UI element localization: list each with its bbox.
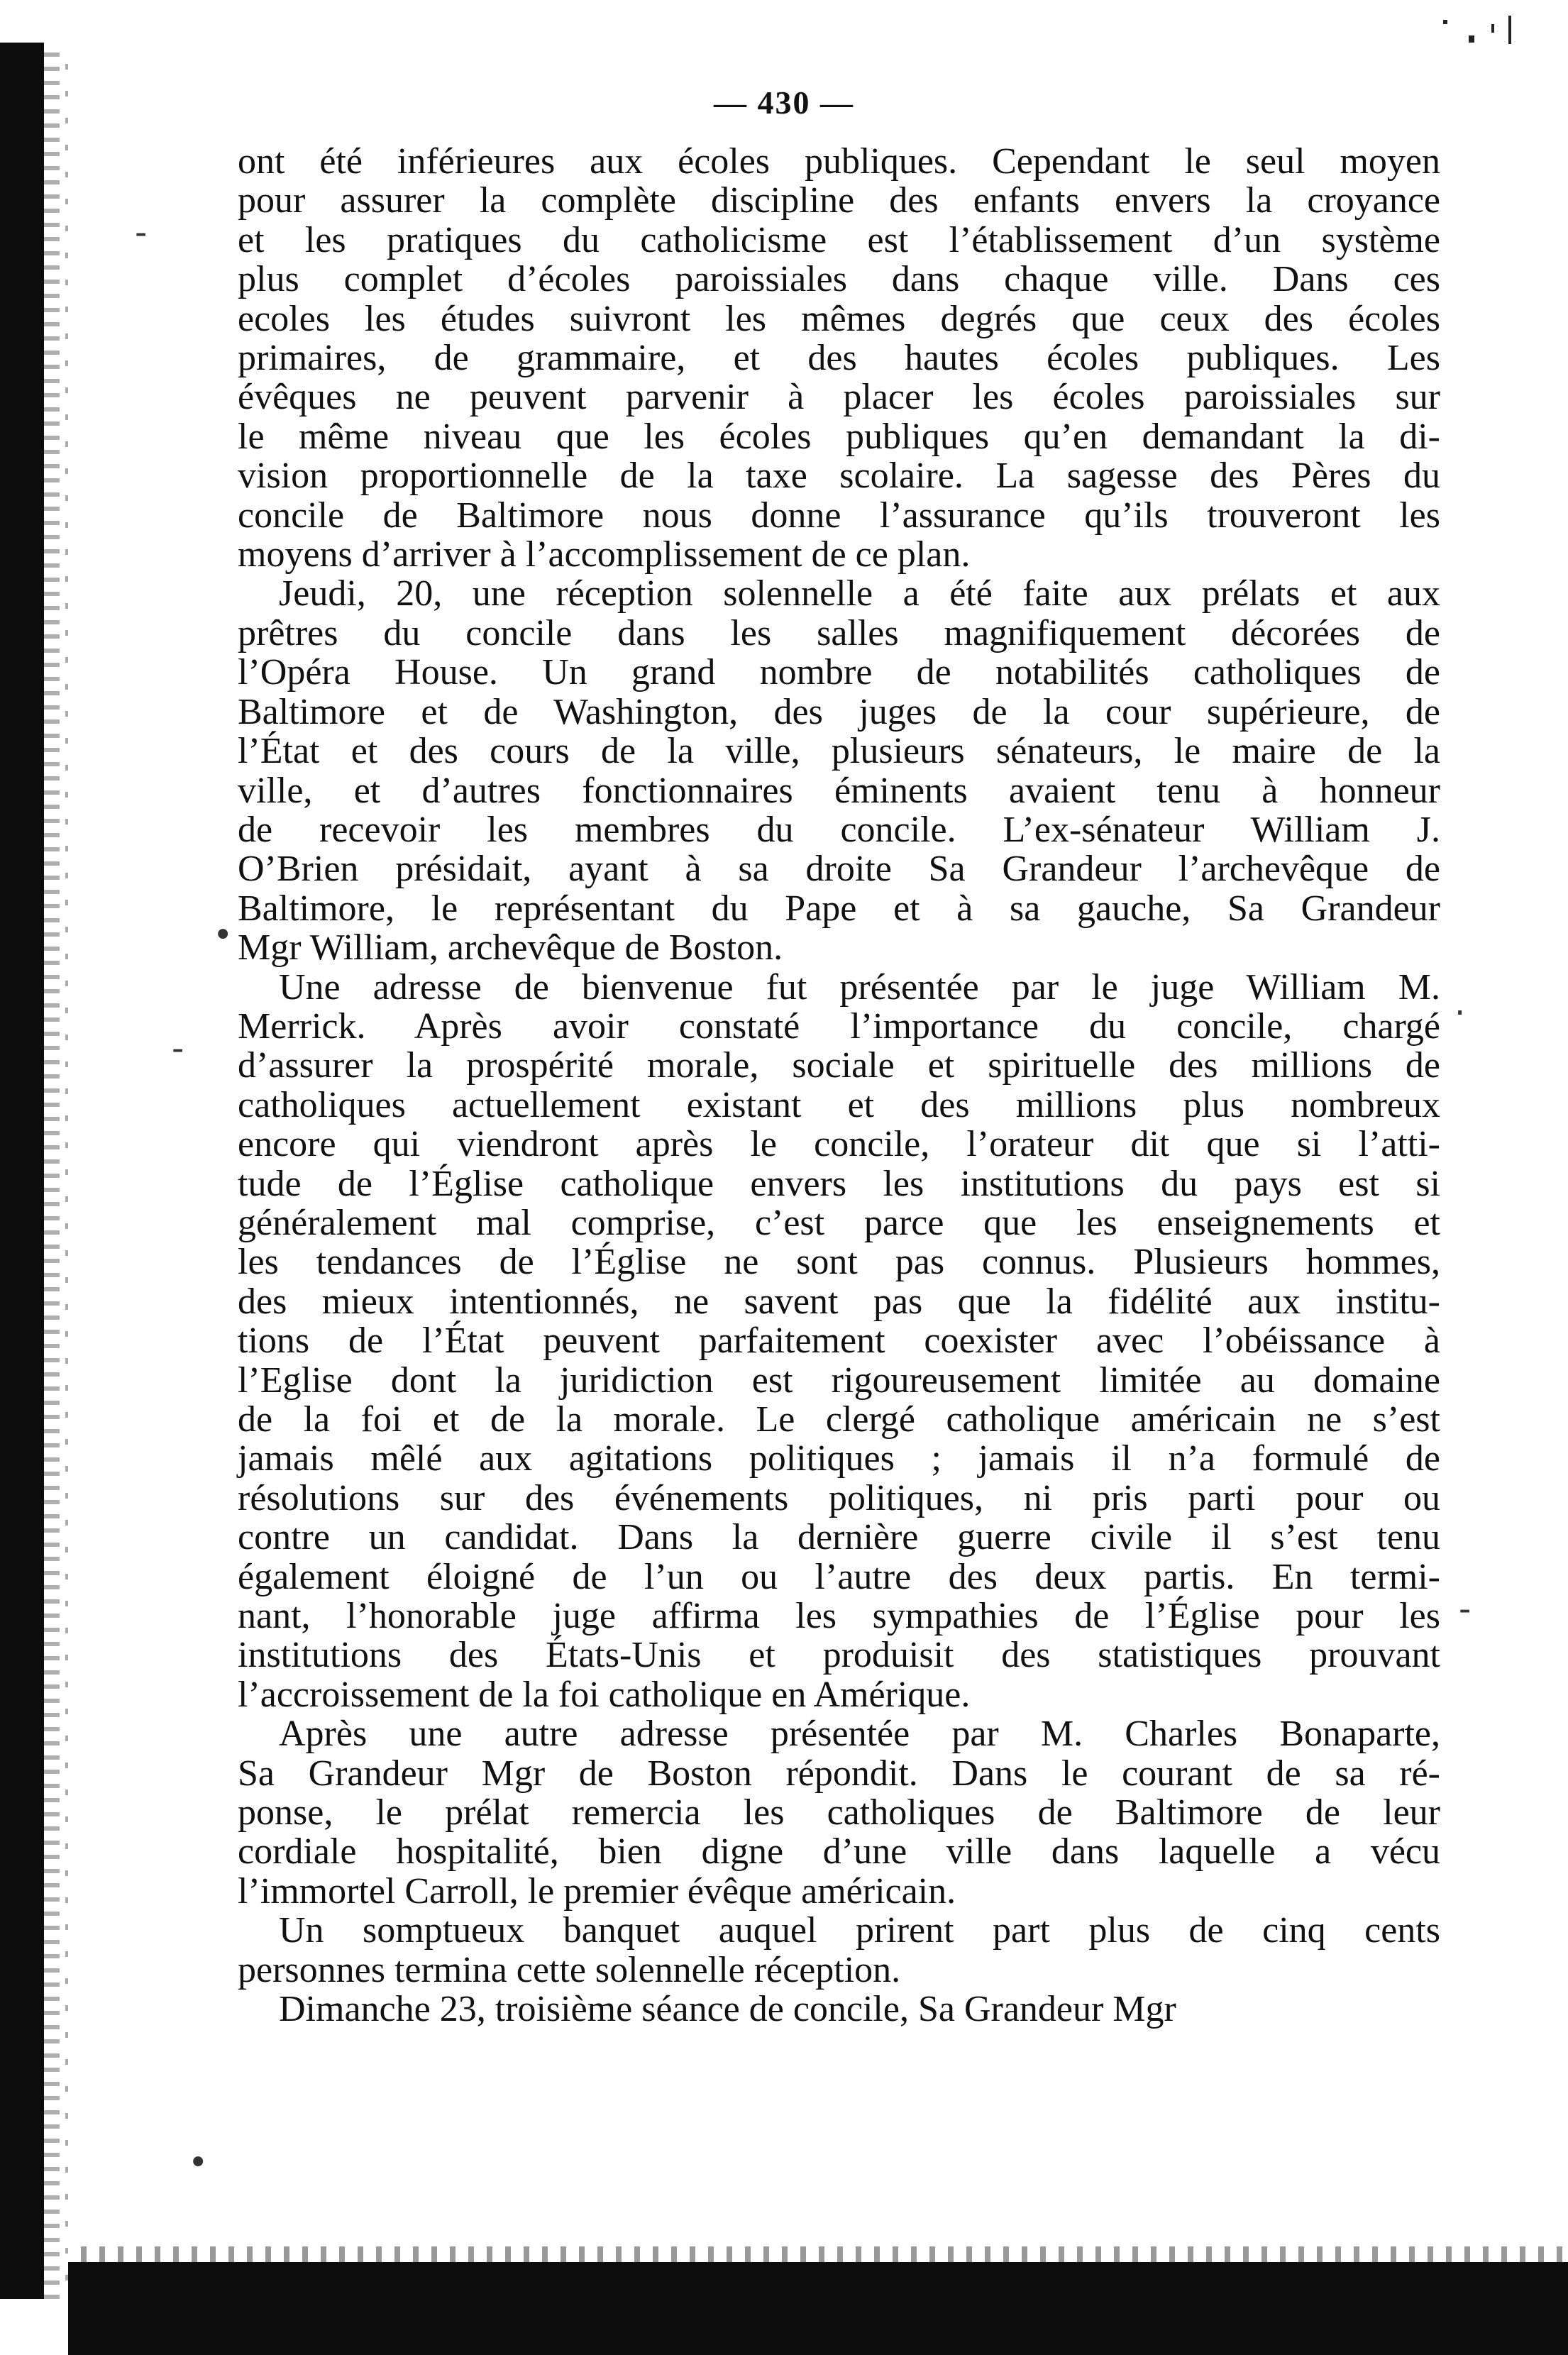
margin-mark: · bbox=[1454, 993, 1466, 1033]
text-line: les tendances de l’Église ne sont pas connus. Plusieurs hommes, bbox=[238, 1242, 1440, 1283]
text-line: Baltimore et de Washington, des juges de la cour supérieure, de bbox=[238, 691, 1440, 732]
text-line: jamais mêlé aux agitations politiques ; jamais il n’a formulé de bbox=[238, 1438, 1440, 1479]
text-line: le même niveau que les écoles publiques qu’en demandant la di- bbox=[238, 416, 1440, 457]
paragraph bbox=[238, 968, 1440, 1715]
text-line: l’immortel Carroll, le premier évêque américain. bbox=[238, 1870, 956, 1912]
corner-specks bbox=[1440, 14, 1525, 64]
text-line: ville, et d’autres fonctionnaires éminents avaient tenu à honneur bbox=[238, 770, 1440, 811]
binding-gutter-line bbox=[65, 43, 68, 2299]
bottom-scan-band bbox=[68, 2262, 1568, 2355]
text-line: résolutions sur des événements politiques, ni pris parti pour ou bbox=[238, 1477, 1440, 1518]
text-line: tude de l’Église catholique envers les institutions du pays est si bbox=[238, 1163, 1440, 1204]
text-line: primaires, de grammaire, et des hautes écoles publiques. Les bbox=[238, 338, 1440, 379]
text-line: Mgr William, archevêque de Boston. bbox=[238, 927, 783, 969]
text-line: également éloigné de l’un ou l’autre des deux partis. En termi- bbox=[238, 1556, 1440, 1597]
text-line: de la foi et de la morale. Le clergé catholique américain ne s’est bbox=[238, 1399, 1440, 1440]
text-line: concile de Baltimore nous donne l’assurance qu’ils trouveront les bbox=[238, 495, 1440, 536]
text-line: Jeudi, 20, une réception solennelle a été faite aux prélats et aux bbox=[279, 573, 1440, 614]
text-line: Un somptueux banquet auquel prirent part plus de cinq cents bbox=[279, 1910, 1440, 1951]
text-line: l’Opéra House. Un grand nombre de notabilités catholiques de bbox=[238, 652, 1440, 693]
text-line: plus complet d’écoles paroissiales dans chaque ville. Dans ces bbox=[238, 259, 1440, 300]
text-line: cordiale hospitalité, bien digne d’une ville dans laquelle a vécu bbox=[238, 1831, 1440, 1873]
text-line: prêtres du concile dans les salles magnifiquement décorées de bbox=[238, 612, 1440, 653]
margin-mark: - bbox=[1459, 1589, 1472, 1629]
margin-mark: • bbox=[213, 915, 233, 955]
margin-mark: • bbox=[188, 2143, 209, 2183]
text-line: personnes termina cette solennelle réception. bbox=[238, 1949, 901, 1990]
text-line: catholiques actuellement existant et des millions plus nombreux bbox=[238, 1084, 1440, 1125]
text-line: Dimanche 23, troisième séance de concile, Sa Grandeur Mgr bbox=[279, 1989, 1176, 2030]
paragraph bbox=[238, 1990, 1440, 2029]
text-line: des mieux intentionnés, ne savent pas que la fidélité aux institu- bbox=[238, 1281, 1440, 1322]
text-line: généralement mal comprise, c’est parce que les enseignements et bbox=[238, 1202, 1440, 1243]
text-line: Sa Grandeur Mgr de Boston répondit. Dans le courant de sa ré- bbox=[238, 1753, 1440, 1794]
margin-mark: - bbox=[135, 213, 148, 253]
text-line: l’Eglise dont la juridiction est rigoureusement limitée au domaine bbox=[238, 1359, 1440, 1401]
text-line: l’État et des cours de la ville, plusieurs sénateurs, le maire de la bbox=[238, 731, 1440, 772]
text-line: nant, l’honorable juge affirma les sympathies de l’Église pour les bbox=[238, 1596, 1440, 1637]
text-line: encore qui viendront après le concile, l’orateur dit que si l’atti- bbox=[238, 1124, 1440, 1165]
text-line: évêques ne peuvent parvenir à placer les écoles paroissiales sur bbox=[238, 377, 1440, 418]
text-line: ecoles les études suivront les mêmes degrés que ceux des écoles bbox=[238, 298, 1440, 339]
text-line: Après une autre adresse présentée par M. Charles Bonaparte, bbox=[279, 1714, 1440, 1755]
text-line: de recevoir les membres du concile. L’ex-sénateur William J. bbox=[238, 809, 1440, 850]
text-line: tions de l’État peuvent parfaitement coexister avec l’obéissance à bbox=[238, 1320, 1440, 1362]
text-line: ponse, le prélat remercia les catholiques de Baltimore de leur bbox=[238, 1792, 1440, 1833]
text-line: Merrick. Après avoir constaté l’importance du concile, chargé bbox=[238, 1005, 1440, 1047]
text-line: Baltimore, le représentant du Pape et à sa gauche, Sa Grandeur bbox=[238, 888, 1440, 929]
bottom-scan-edge bbox=[68, 2246, 1568, 2262]
text-line: l’accroissement de la foi catholique en Amérique. bbox=[238, 1674, 971, 1715]
text-line: moyens d’arriver à l’accomplissement de ce plan. bbox=[238, 534, 971, 575]
binding-shadow bbox=[0, 43, 44, 2299]
text-line: pour assurer la complète discipline des enfants envers la croyance bbox=[238, 180, 1440, 221]
margin-mark: - bbox=[172, 1029, 184, 1069]
text-line: institutions des États-Unis et produisit des statistiques prouvant bbox=[238, 1635, 1440, 1676]
text-line: ont été inférieures aux écoles publiques. Cependant le seul moyen bbox=[238, 141, 1440, 182]
text-line: d’assurer la prospérité morale, sociale et spirituelle des millions de bbox=[238, 1045, 1440, 1086]
text-line: contre un candidat. Dans la dernière guerre civile il s’est tenu bbox=[238, 1517, 1440, 1558]
binding-gutter bbox=[44, 43, 60, 2299]
page-body bbox=[238, 142, 1440, 2029]
text-line: vision proportionnelle de la taxe scolaire. La sagesse des Pères du bbox=[238, 456, 1440, 497]
text-line: Une adresse de bienvenue fut présentée par le juge William M. bbox=[279, 966, 1440, 1008]
paragraph bbox=[238, 142, 1440, 574]
page-number-header: — 430 — bbox=[714, 84, 854, 121]
text-line: O’Brien présidait, ayant à sa droite Sa Grandeur l’archevêque de bbox=[238, 849, 1440, 890]
paragraph bbox=[238, 1714, 1440, 1911]
paragraph bbox=[238, 1911, 1440, 1990]
paragraph bbox=[238, 574, 1440, 967]
text-line: et les pratiques du catholicisme est l’établissement d’un système bbox=[238, 219, 1440, 260]
